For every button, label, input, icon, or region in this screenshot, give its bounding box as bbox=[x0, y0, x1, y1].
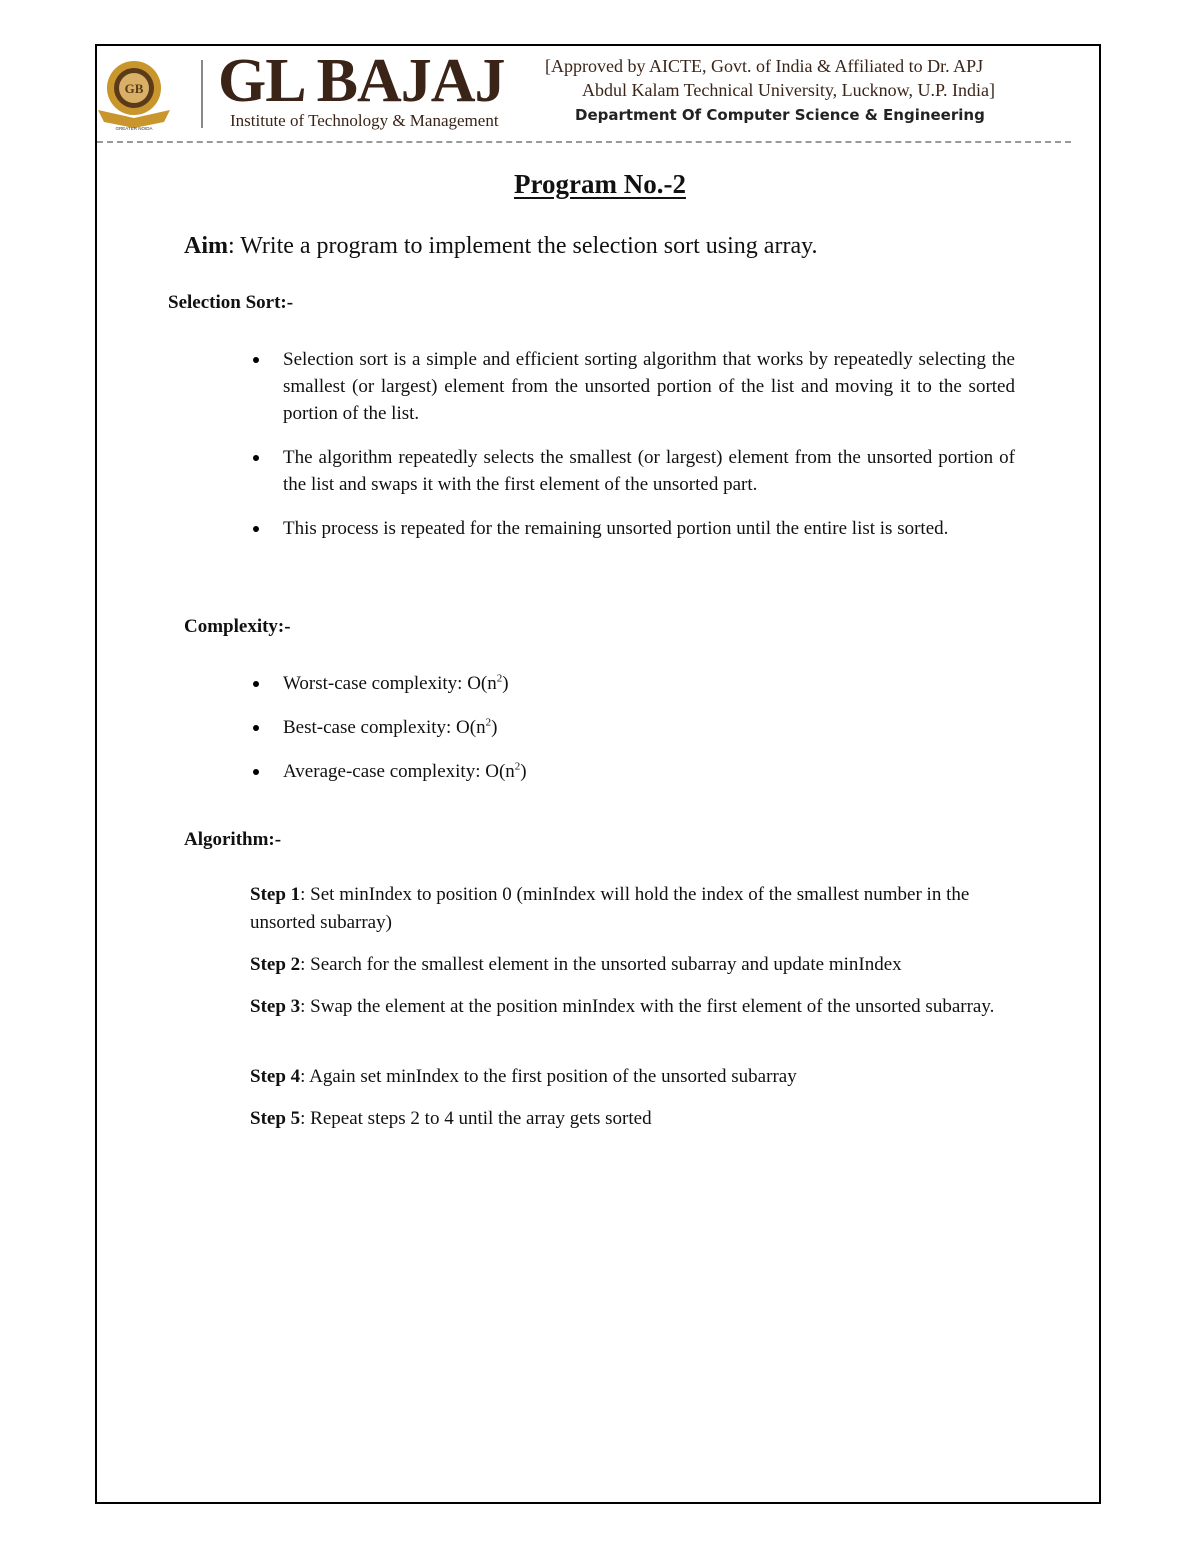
algorithm-heading: Algorithm:- bbox=[184, 829, 282, 850]
complexity-list bbox=[250, 670, 1015, 785]
selection-sort-heading: Selection Sort:- bbox=[168, 292, 294, 313]
brand-subtitle: Institute of Technology & Management bbox=[230, 111, 499, 130]
brand-divider bbox=[201, 60, 203, 128]
brand-name: GL BAJAJ bbox=[218, 47, 505, 115]
complexity-heading: Complexity:- bbox=[184, 616, 291, 637]
selection-sort-list bbox=[250, 346, 1015, 542]
seal-caption: GREATER NOIDA bbox=[115, 126, 153, 131]
list-item: Selection sort is a simple and efficient sorting algorithm that works by repeatedly selecting the smallest (or largest) element from the unsorted portion of the list and moving it to the sorted portion of the list. bbox=[250, 346, 1015, 427]
svg-text:GB: GB bbox=[124, 81, 144, 96]
list-item: This process is repeated for the remaining unsorted portion until the entire list is sorted. bbox=[250, 515, 1015, 542]
algorithm-step-5: Step 5: Repeat steps 2 to 4 until the array gets sorted bbox=[250, 1108, 652, 1129]
algorithm-step-2: Step 2: Search for the smallest element in the unsorted subarray and update minIndex bbox=[250, 954, 902, 975]
algorithm-step-4: Step 4: Again set minIndex to the first position of the unsorted subarray bbox=[250, 1066, 797, 1087]
program-title: Program No.-2 bbox=[514, 169, 686, 199]
header-divider bbox=[97, 141, 1071, 143]
algorithm-step-1: Step 1: Set minIndex to position 0 (minIndex will hold the index of the smallest number in the unsorted subarray) bbox=[250, 884, 970, 933]
best-case-item: Best-case complexity: $O(n^2)$ bbox=[250, 714, 1015, 741]
aim-statement bbox=[184, 233, 818, 260]
institute-seal-logo bbox=[92, 58, 176, 132]
approval-line-2: Abdul Kalam Technical University, Lucknow, U.P. India] bbox=[582, 80, 995, 100]
approval-line-1: [Approved by AICTE, Govt. of India & Affiliated to Dr. APJ bbox=[545, 56, 984, 76]
list-item: The algorithm repeatedly selects the smallest (or largest) element from the unsorted portion of the list and swaps it with the first element of the unsorted part. bbox=[250, 444, 1015, 498]
worst-case-item: Worst-case complexity: $O(n^2)$ bbox=[250, 670, 1015, 697]
algorithm-step-3: Step 3: Swap the element at the position minIndex with the first element of the unsorted subarray. bbox=[250, 996, 995, 1017]
aim-label: Aim bbox=[184, 233, 228, 259]
department-name: Department Of Computer Science & Engineering bbox=[575, 106, 985, 124]
average-case-item: Average-case complexity: $O(n^2)$ bbox=[250, 758, 1015, 785]
aim-text: : Write a program to implement the selection sort using array. bbox=[228, 233, 818, 259]
